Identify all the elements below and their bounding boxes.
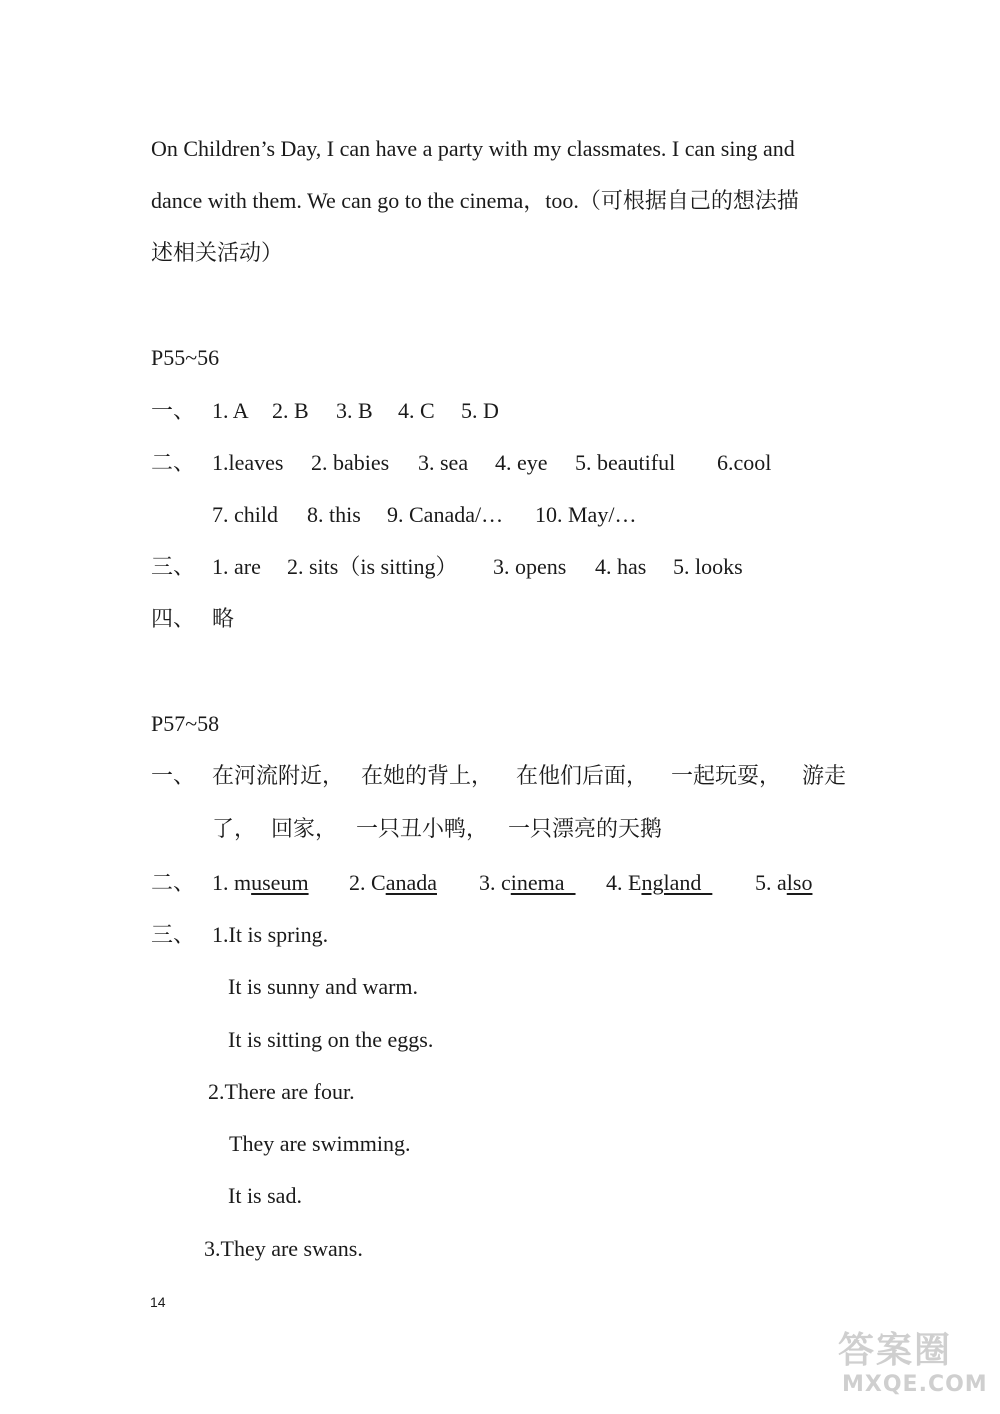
answer-underlined: useum [251, 870, 309, 895]
question-label: 一、 [151, 763, 196, 788]
answer-item: 在她的背上， [361, 763, 494, 788]
section-title-p55: P55~56 [151, 345, 220, 370]
answer-item: 5. looks [673, 554, 743, 579]
question-label: 一、 [151, 398, 196, 423]
question-label: 四、 [151, 606, 196, 631]
question-label: 二、 [151, 450, 196, 475]
answer-item: 2. B [272, 398, 309, 423]
sec1-q1-row [0, 396, 1000, 426]
answer-item: 游走 [802, 763, 847, 788]
sec1-q3-row [0, 552, 1000, 582]
answer-item: 3. sea [418, 450, 469, 475]
answer-item: 2. sits（is sitting） [287, 554, 458, 579]
sec1-q2-row-2 [0, 500, 1000, 530]
answer-item: 8. this [307, 502, 361, 527]
sec2-q1-row-1 [0, 761, 1000, 791]
answer-underlined: lso [786, 870, 813, 895]
answer-item: 9. Canada/… [387, 502, 504, 527]
answer-item: 3. opens [493, 554, 567, 579]
answer-item: 了， [212, 816, 257, 841]
watermark-text: 答案圈 [838, 1330, 953, 1371]
watermark-url: MXQE.COM [842, 1372, 988, 1397]
page-number: 14 [150, 1294, 166, 1310]
answer-item [212, 868, 309, 898]
answer-item: 10. May/… [535, 502, 637, 527]
answer-prefix: 5. a [755, 870, 787, 895]
answer-item: 1. are [212, 554, 261, 579]
answer-item: 略 [212, 606, 235, 631]
intro-line-3: 述相关活动） [151, 240, 284, 265]
intro-line-2: dance with them. We can go to the cinema，too.（可根据自己的想法描 [151, 188, 799, 213]
answer-item: 在河流附近， [212, 763, 345, 788]
answer-item [479, 868, 576, 898]
answer-item: 6.cool [717, 450, 772, 475]
answer-line: It is sunny and warm. [228, 974, 419, 999]
answer-item: 5. beautiful [575, 450, 676, 475]
answer-item: 一起玩耍， [671, 763, 782, 788]
sec1-q4-row [0, 604, 1000, 634]
answer-line: It is sad. [228, 1183, 302, 1208]
intro-line-1: On Children’s Day, I can have a party with my classmates. I can sing and [151, 136, 795, 161]
answer-prefix: 3. c [479, 870, 511, 895]
answer-line: 1.It is spring. [212, 922, 329, 947]
answer-item: 在他们后面， [516, 763, 649, 788]
answer-item: 3. B [336, 398, 373, 423]
answer-item: 5. D [461, 398, 499, 423]
question-label: 三、 [151, 922, 196, 947]
answer-prefix: 4. E [606, 870, 642, 895]
answer-item: 2. babies [311, 450, 390, 475]
answer-item: 1.leaves [212, 450, 284, 475]
answer-item: 1. A [212, 398, 249, 423]
answer-prefix: 2. C [349, 870, 386, 895]
answer-line: It is sitting on the eggs. [228, 1027, 434, 1052]
answer-prefix: 1. m [212, 870, 252, 895]
section-title-p57: P57~58 [151, 711, 220, 736]
answer-item [606, 868, 712, 898]
answer-item: 4. has [595, 554, 647, 579]
answer-item: 4. C [398, 398, 435, 423]
answer-item: 回家， [271, 816, 338, 841]
question-label: 三、 [151, 554, 196, 579]
answer-underlined: anada [385, 870, 437, 895]
answer-item: 7. child [212, 502, 278, 527]
answer-line: They are swimming. [229, 1131, 411, 1156]
answer-item: 一只漂亮的天鹅 [508, 816, 663, 841]
answer-item [349, 868, 437, 898]
watermark-logo [838, 1322, 988, 1406]
answer-underlined: inema [510, 870, 576, 895]
sec2-q2-row [0, 868, 1000, 898]
answer-underlined: ngland [641, 870, 713, 895]
sec1-q2-row-1 [0, 448, 1000, 478]
sec2-q1-row-2 [0, 814, 1000, 844]
answer-item: 4. eye [495, 450, 548, 475]
answer-line: 2.There are four. [208, 1079, 355, 1104]
question-label: 二、 [151, 870, 196, 895]
answer-item: 一只丑小鸭， [356, 816, 489, 841]
answer-line: 3.They are swans. [204, 1236, 363, 1261]
answer-item [755, 868, 812, 898]
sec2-q3-row-1 [0, 920, 1000, 950]
